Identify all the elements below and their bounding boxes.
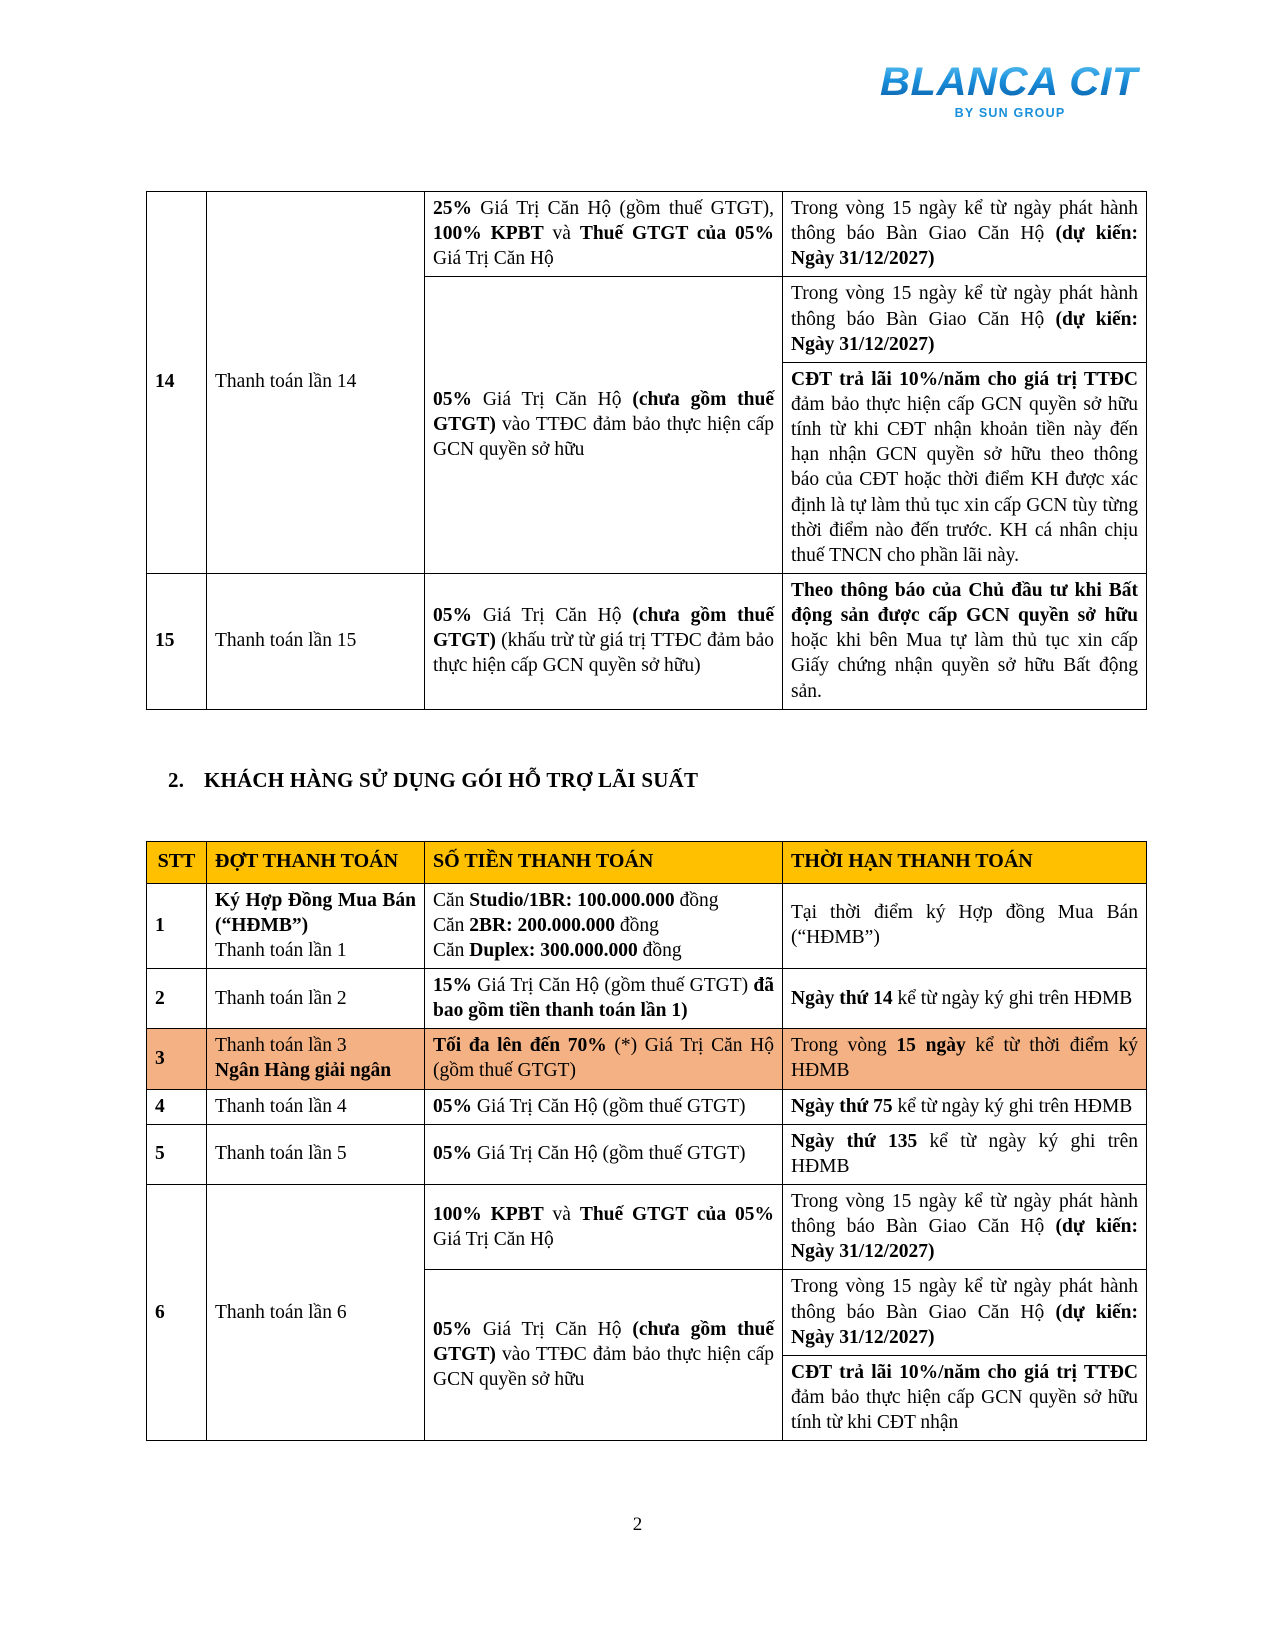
logo-title: BLANCA CITY [880,60,1167,104]
cell-term: Ngày thứ 14 kể từ ngày ký ghi trên HĐMB [783,969,1147,1029]
table-row-highlighted [147,1029,1147,1089]
table-row [147,192,1147,277]
cell-installment: Thanh toán lần 15 [207,573,425,709]
table-row [147,573,1147,709]
cell-term: Trong vòng 15 ngày kể từ thời điểm ký HĐMB [783,1029,1147,1089]
payment-schedule-table-continued [146,191,1147,710]
cell-installment: Thanh toán lần 6 [207,1185,425,1441]
cell-amount: 100% KPBT và Thuế GTGT của 05% Giá Trị Căn Hộ [425,1185,783,1270]
cell-term: Tại thời điểm ký Hợp đồng Mua Bán (“HĐMB”) [783,883,1147,968]
cell-amount: 05% Giá Trị Căn Hộ (gồm thuế GTGT) [425,1124,783,1184]
installment-title: Ký Hợp Đồng Mua Bán (“HĐMB”) [215,889,416,936]
header-amount: SỐ TIỀN THANH TOÁN [425,842,783,884]
logo-subtitle: BY SUN GROUP [954,106,1066,120]
cell-installment: Thanh toán lần 14 [207,192,425,574]
section-title: KHÁCH HÀNG SỬ DỤNG GÓI HỖ TRỢ LÃI SUẤT [204,768,699,792]
installment-title: Thanh toán lần 3 [215,1035,347,1057]
cell-stt: 3 [147,1029,207,1089]
cell-term: CĐT trả lãi 10%/năm cho giá trị TTĐC đảm bảo thực hiện cấp GCN quyền sở hữu tính từ khi CĐT nhận khoản tiền này đến hạn nhận GCN quyền sở hữu theo thông báo của CĐT hoặc thời điểm KH được xác định là tự làm thủ tục xin cấp GCN tùy từng thời điểm nào đến trước. KH cá nhân chịu thuế TNCN cho phần lãi này. [783,362,1147,573]
cell-term: Ngày thứ 135 kể từ ngày ký ghi trên HĐMB [783,1124,1147,1184]
cell-installment [207,883,425,968]
cell-term: Trong vòng 15 ngày kể từ ngày phát hành thông báo Bàn Giao Căn Hộ (dự kiến: Ngày 31/12/2027) [783,192,1147,277]
cell-stt: 6 [147,1185,207,1441]
cell-amount: 05% Giá Trị Căn Hộ (gồm thuế GTGT) [425,1089,783,1124]
table-row [147,969,1147,1029]
cell-term: Theo thông báo của Chủ đầu tư khi Bất động sản được cấp GCN quyền sở hữu hoặc khi bên Mua tự làm thủ tục xin cấp Giấy chứng nhận quyền sở hữu Bất động sản. [783,573,1147,709]
cell-installment: Thanh toán lần 2 [207,969,425,1029]
cell-installment: Thanh toán lần 5 [207,1124,425,1184]
interest-support-payment-table [146,841,1147,1441]
header-installment: ĐỢT THANH TOÁN [207,842,425,884]
installment-sub: Ngân Hàng giải ngân [215,1060,392,1082]
header-term: THỜI HẠN THANH TOÁN [783,842,1147,884]
cell-stt: 2 [147,969,207,1029]
table-header-row [147,842,1147,884]
section-number: 2. [168,768,185,792]
cell-term: Trong vòng 15 ngày kể từ ngày phát hành thông báo Bàn Giao Căn Hộ (dự kiến: Ngày 31/12/2027) [783,1185,1147,1270]
cell-term: Ngày thứ 75 kể từ ngày ký ghi trên HĐMB [783,1089,1147,1124]
cell-amount: Căn Studio/1BR: 100.000.000 đồng Căn 2BR: 200.000.000 đồng Căn Duplex: 300.000.000 đồng [425,883,783,968]
cell-stt: 5 [147,1124,207,1184]
installment-sub: Thanh toán lần 1 [215,939,347,961]
cell-amount: 15% Giá Trị Căn Hộ (gồm thuế GTGT) đã bao gồm tiền thanh toán lần 1) [425,969,783,1029]
cell-amount: Tối đa lên đến 70% (*) Giá Trị Căn Hộ (gồm thuế GTGT) [425,1029,783,1089]
page-number: 2 [632,1514,643,1535]
cell-amount: 05% Giá Trị Căn Hộ (chưa gồm thuế GTGT) vào TTĐC đảm bảo thực hiện cấp GCN quyền sở hữu [425,1270,783,1441]
table-row [147,1089,1147,1124]
cell-term: CĐT trả lãi 10%/năm cho giá trị TTĐC đảm bảo thực hiện cấp GCN quyền sở hữu tính từ khi CĐT nhận [783,1355,1147,1440]
cell-amount: 05% Giá Trị Căn Hộ (chưa gồm thuế GTGT) (khấu trừ từ giá trị TTĐC đảm bảo thực hiện cấp GCN quyền sở hữu) [425,573,783,709]
table-row [147,1185,1147,1270]
cell-stt: 15 [147,573,207,709]
cell-stt: 1 [147,883,207,968]
cell-stt: 4 [147,1089,207,1124]
table-row [147,1124,1147,1184]
cell-term: Trong vòng 15 ngày kể từ ngày phát hành thông báo Bàn Giao Căn Hộ (dự kiến: Ngày 31/12/2027) [783,1270,1147,1355]
cell-installment [207,1029,425,1089]
cell-amount: 05% Giá Trị Căn Hộ (chưa gồm thuế GTGT) vào TTĐC đảm bảo thực hiện cấp GCN quyền sở hữu [425,277,783,574]
header-stt: STT [147,842,207,884]
cell-term: Trong vòng 15 ngày kể từ ngày phát hành thông báo Bàn Giao Căn Hộ (dự kiến: Ngày 31/12/2027) [783,277,1147,362]
brand-logo [880,60,1167,120]
cell-installment: Thanh toán lần 4 [207,1089,425,1124]
cell-stt: 14 [147,192,207,574]
section-heading [168,768,698,793]
cell-amount: 25% Giá Trị Căn Hộ (gồm thuế GTGT), 100% KPBT và Thuế GTGT của 05% Giá Trị Căn Hộ [425,192,783,277]
table-row [147,883,1147,968]
